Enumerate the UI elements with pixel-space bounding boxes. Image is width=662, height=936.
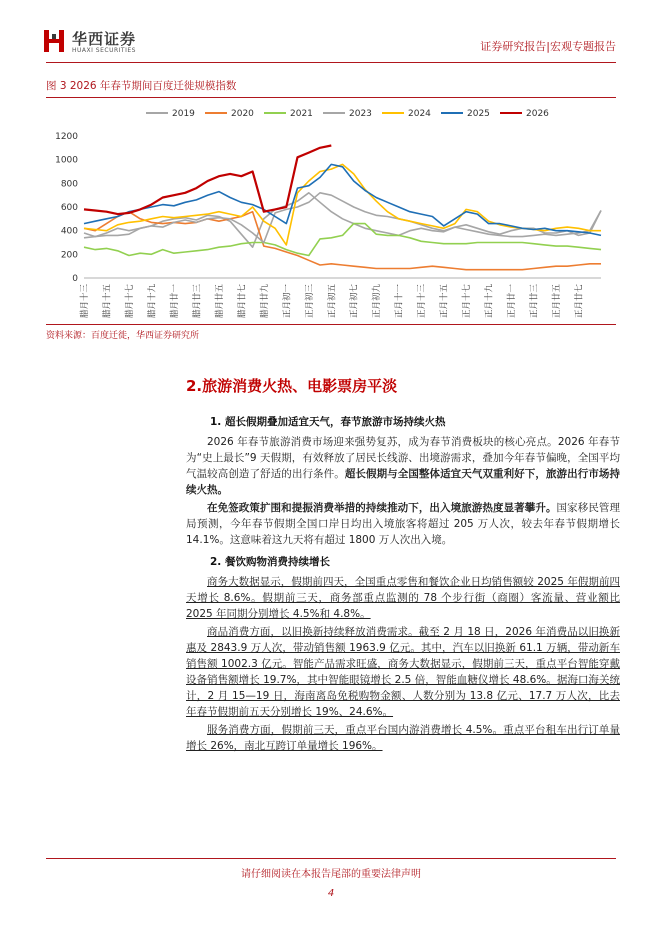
x-tick-label: 正月初七 xyxy=(349,284,360,319)
y-tick-label: 1000 xyxy=(55,155,78,166)
x-tick-label: 正月初九 xyxy=(372,284,383,319)
x-tick-label: 腊月廿三 xyxy=(192,284,203,319)
legend-label-2026: 2026 xyxy=(526,109,549,119)
paragraph-services xyxy=(186,722,620,754)
y-tick-label: 800 xyxy=(60,179,78,190)
x-tick-label: 腊月廿一 xyxy=(169,284,180,319)
legend-label-2019: 2019 xyxy=(172,109,195,119)
x-tick-label: 正月十七 xyxy=(462,284,473,319)
y-tick-label: 600 xyxy=(60,203,78,213)
figure-source: 资料来源：百度迁徙，华西证券研究所 xyxy=(46,331,200,341)
subheading-retail: 2. 餐饮购物消费持续增长 xyxy=(210,556,330,568)
page-number: 4 xyxy=(327,888,335,899)
logo-subtext: HUAXI SECURITIES xyxy=(72,47,136,54)
legend-label-2023: 2023 xyxy=(349,109,372,119)
paragraph-visa xyxy=(186,500,620,548)
source-divider xyxy=(46,324,616,325)
series-line-2025 xyxy=(84,164,601,235)
x-tick-label: 正月初三 xyxy=(304,284,315,319)
x-tick-label: 正月十五 xyxy=(439,284,450,319)
legend-label-2024: 2024 xyxy=(408,109,431,119)
huaxi-logo-icon xyxy=(42,28,68,54)
x-tick-label: 腊月十九 xyxy=(147,284,158,319)
figure-divider xyxy=(46,97,616,98)
subheading-tourism: 1. 超长假期叠加适宜天气，春节旅游市场持续火热 xyxy=(210,416,446,428)
x-tick-label: 正月廿一 xyxy=(507,284,518,319)
legend-label-2021: 2021 xyxy=(290,109,313,119)
x-tick-label: 腊月十五 xyxy=(102,284,113,319)
paragraph-goods xyxy=(186,624,620,720)
series-line-2026 xyxy=(84,146,331,215)
x-tick-label: 正月廿七 xyxy=(574,284,585,319)
x-tick-label: 正月十九 xyxy=(484,284,495,319)
x-tick-label: 正月十三 xyxy=(417,284,428,319)
legend-label-2020: 2020 xyxy=(231,109,254,119)
x-tick-label: 正月廿三 xyxy=(529,283,540,319)
series-line-2020 xyxy=(84,212,601,270)
paragraph-text: 商务大数据显示，假期前四天，全国重点零售和餐饮企业日均销售额较 2025 年假期前四天增长 8.6%。假期前三天，商务部重点监测的 78 个步行街（商圈）客流量、营业额比 2025 年同期分别增长 4.5%和 4.8%。 xyxy=(186,576,620,620)
paragraph-tourism xyxy=(186,434,620,498)
section-title: 2.旅游消费火热、电影票房平淡 xyxy=(186,377,398,395)
footer-divider xyxy=(46,858,616,859)
paragraph-text: 商品消费方面，以旧换新持续释放消费需求。截至 2 月 18 日，2026 年消费品以旧换新惠及 2843.9 万人次，带动销售额 1963.9 亿元。其中，汽车以旧换新 61.1 万辆，带动新车销售额 1002.3 亿元。智能产品需求旺盛，商务大数据显示，假期前三天，重点平台智能穿戴设备销售额增长 19.7%，其中智能眼镜增长 2.5 倍，智能血糖仪增长 48.6%。据海口海关统计，2 月 15—19 日，海南离岛免税购物金额、人数分别为 13.8 亿元、17.7 万人次，比去年春节假期前五天分别增长 19%、24.6%。 xyxy=(186,626,620,718)
logo-text: 华西证券 xyxy=(72,30,137,48)
paragraph-emphasis: 在免签政策扩围和提振消费举措的持续推动下，出入境旅游热度显著攀升。 xyxy=(207,502,557,514)
paragraph-text: 国家移民管理局预测，今年春节假期全国口岸日均出入境旅客将超过 205 万人次，较去年春节假期增长 14.1%。这意味着这九天将有超过 1800 万人次出入境。 xyxy=(186,502,621,546)
paragraph-text: 2026 年春节旅游消费市场迎来强势复苏，成为春节消费板块的核心亮点。2026 年春节为“史上最长”9 天假期，有效释放了居民长线游、出境游需求，叠加今年春节偏晚，全国平均气温较高创造了舒适的出行条件。 xyxy=(186,436,620,480)
y-tick-label: 400 xyxy=(60,226,78,237)
x-tick-label: 正月十一 xyxy=(394,284,405,319)
paragraph-emphasis: 超长假期与全国整体适宜天气双重利好下，旅游出行市场持续火热。 xyxy=(186,468,620,496)
x-tick-label: 正月初一 xyxy=(282,284,293,319)
x-tick-label: 腊月十七 xyxy=(124,284,135,319)
report-type: 证券研究报告|宏观专题报告 xyxy=(480,40,616,53)
paragraph-text: 服务消费方面，假期前三天，重点平台国内游消费增长 4.5%。重点平台租车出行订单量增长 26%，南北互跨订单量增长 196%。 xyxy=(186,724,620,752)
x-tick-label: 腊月廿九 xyxy=(259,284,270,319)
x-tick-label: 正月廿五 xyxy=(552,284,563,319)
legal-note: 请仔细阅读在本报告尾部的重要法律声明 xyxy=(241,869,421,880)
migration-index-chart xyxy=(46,100,616,324)
figure-title: 图 3 2026 年春节期间百度迁徙规模指数 xyxy=(46,80,237,92)
x-tick-label: 腊月廿七 xyxy=(237,284,248,319)
y-tick-label: 1200 xyxy=(55,132,78,142)
x-tick-label: 正月初五 xyxy=(327,284,338,319)
header-divider xyxy=(46,62,616,63)
legend-label-2025: 2025 xyxy=(467,109,490,119)
x-tick-label: 腊月廿五 xyxy=(214,284,225,319)
y-tick-label: 0 xyxy=(72,274,78,284)
paragraph-retail xyxy=(186,574,620,622)
y-tick-label: 200 xyxy=(60,250,78,261)
x-tick-label: 腊月十三 xyxy=(80,284,90,319)
